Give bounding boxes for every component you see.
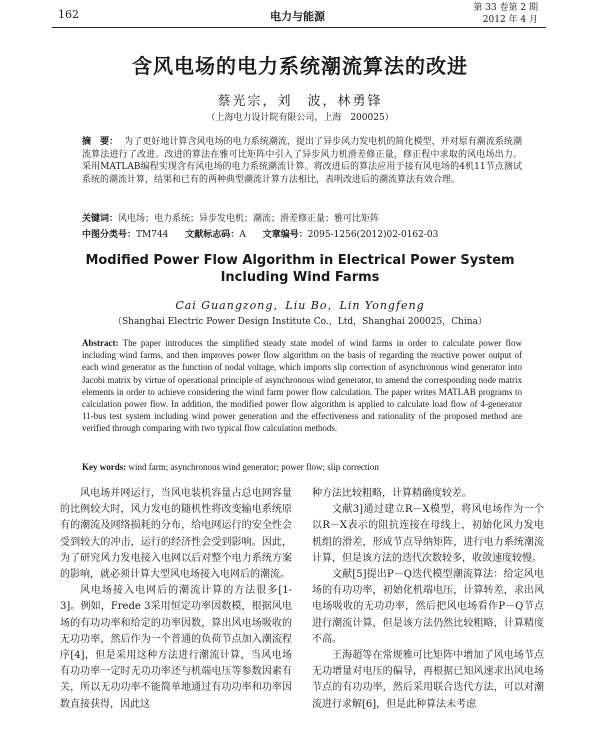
body-paragraph: 文献3]通过建立R－X模型，将风电场作为一个以R－X表示的阻抗连接在母线上，初始化风力发电机组的滑差，形成节点导纳矩阵，进行电力系统潮流计算，但是该方法的迭代次数较多，收敛速度较慢。: [312, 504, 544, 564]
affiliation-en: （Shanghai Electric Power Design Institute Co.，Ltd，Shanghai 200025，China）: [113, 317, 487, 327]
abstract-en-label: Abstract:: [82, 338, 119, 348]
page-number: 162: [58, 8, 79, 21]
abstract-cn-text: 为了更好地计算含风电场的电力系统潮流，提出了异步风力发电机的简化模型，并对原有潮流系统潮流算法进行了改进。改进的算法在雅可比矩阵中引入了异步风力机滑差修正量，修正程中求取的风电场出力。采用MATLAB编程实现含有风电场的电力系统潮流计算。将改进后的算法应用于接有风电场的4机11节点测试系统的潮流计算，结果和已有的两种典型潮流计算方法相比，表明改进后的潮流算法有效合理。: [82, 137, 522, 185]
keywords-cn-label: 关键词：: [82, 214, 119, 224]
article-no-value: 2095-1256(2012)02-0162-03: [307, 230, 439, 240]
body-paragraph: 风电场接入电网后的潮流计算的方法很多[1-3]。例如，Frede 3采用恒定功率因数模，根据风电场的有功功率和给定的功率因数，算出风电场吸收的无功功率，然后作为一个普通的负荷节点加入潮流程序[4]，但是采用这种方法进行潮流计算，当风电场有功功率一定时无功功率还与机端电压等参数因素有关，所以无功功率不能简单地通过有功功率和功率因数直接获得，因此这: [60, 585, 292, 710]
abstract-en-text: The paper introduces the simplified steady state model of wind farms in order to calculate power flow including wind farms, and then improves power flow algorithm on the basis of regarding the reactive power output of each wind generator as the function of nodal voltage, which imports slip correction of asynchronous wind generator into Jacobi matrix by virtue of operational principle of asynchronous wind generator, to amend the corresponding node matrix elements in order to achieve considering the wind farm power flow calculation. The paper writes MATLAB programs to calculation power flow. In addition, the modified power flow algorithm is applied to calculate load flow of 4-generator 11-bus test system including wind power generation and the effectiveness and rationality of the proposed method are verified through comparing with two typical flow calculation methods.: [82, 338, 522, 434]
abstract-en: [82, 337, 522, 435]
body-paragraph: 种方法比较粗略，计算精确度较差。: [312, 488, 472, 499]
page-header: [0, 0, 600, 34]
doc-code-label: 文献标志码：: [185, 230, 240, 240]
volume-issue: 第 33 卷第 2 期: [473, 3, 538, 13]
paper-title-en-line1: Modified Power Flow Algorithm in Electrical Power System: [85, 253, 515, 268]
paper-title-cn: 含风电场的电力系统潮流算法的改进: [132, 54, 468, 78]
authors-en: Cai Guangzong，Liu Bo，Lin Yongfeng: [175, 299, 425, 312]
abstract-cn-label: 摘 要：: [82, 137, 119, 147]
doc-code-value: A: [239, 230, 246, 240]
article-no-label: 文章编号：: [262, 230, 308, 240]
paper-title-en-line2: Including Wind Farms: [220, 270, 380, 285]
body-column-right: [312, 486, 544, 730]
body-paragraph: 文献[5]提出P－Q迭代模型潮流算法：给定风电场的有功功率，初始化机端电压，计算转差，求出风电场吸收的无功功率，然后把风电场看作P－Q节点进行潮流计算，但是该方法仍然比较粗略，计算精度不高。: [312, 569, 544, 645]
issue-date: 2012 年 4 月: [482, 15, 538, 25]
paper-title-en: [0, 252, 600, 286]
body-paragraph: 王海超等在常规雅可比矩阵中增加了风电场节点无功增量对电压的偏导，再根据已知风速求出风电场节点的有功功率，然后采用联合迭代方法，可以对潮流进行求解[6]，但是此种算法未考虑: [312, 650, 544, 710]
abstract-cn: [82, 136, 522, 186]
body-paragraph: 风电场并网运行，当风电装机容量占总电网容量的比例较大时，风力发电的随机性将改变输电系统原有的潮流及网络损耗的分布，给电网运行的安全性会受到较大的冲击，运行的经济性会受到影响。因此，为了研究风力发电接入电网以后对整个电力系统方案的影响，就必须计算大型风电场接入电网后的潮流。: [60, 488, 292, 581]
body-column-left: [60, 486, 292, 730]
clc-label: 中图分类号：: [82, 230, 137, 240]
clc-value: TM744: [136, 230, 169, 240]
keywords-cn-text: 风电场；电力系统；异步发电机；潮流；滑差修正量；雅可比矩阵: [118, 214, 380, 224]
keywords-en-label: Key words:: [82, 462, 127, 472]
keywords-en: [82, 461, 522, 473]
classification-cn: [82, 229, 542, 241]
authors-cn: 蔡光宗，刘 波，林勇锋: [217, 94, 383, 109]
affiliation-cn: （上海电力设计院有限公司，上海 200025）: [206, 113, 394, 123]
volume-info: [473, 2, 538, 26]
keywords-cn: [82, 213, 522, 225]
keywords-en-text: wind farm; asynchronous wind generator; power flow; slip correction: [128, 462, 379, 472]
journal-name: 电力与能源: [270, 10, 325, 23]
header-rule: [52, 27, 546, 28]
